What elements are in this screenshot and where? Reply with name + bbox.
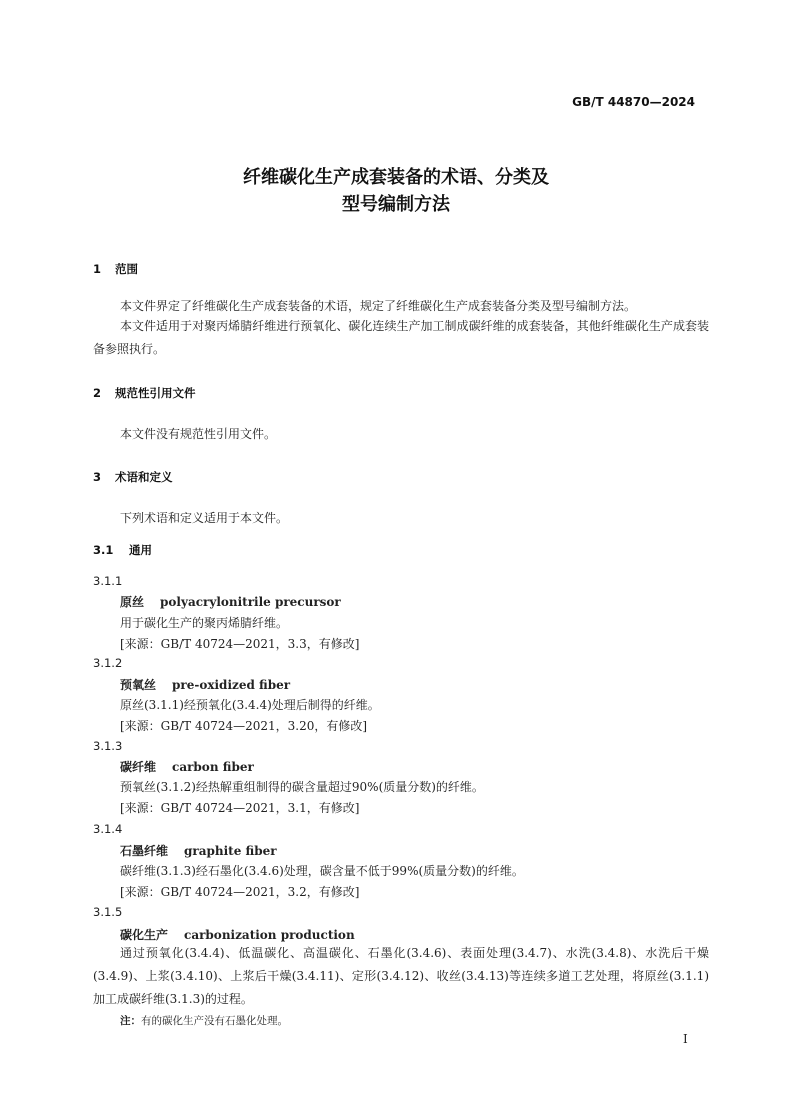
term-english: pre-oxidized fiber: [172, 678, 291, 692]
term-chinese: 预氧丝: [120, 678, 157, 692]
term-definition: 预氧丝(3.1.2)经热解重组制得的碳含量超过90%(质量分数)的纤维。: [120, 780, 484, 794]
subsection-title: 通用: [129, 543, 152, 557]
note-label: 注：: [120, 1015, 141, 1027]
term-entry: [120, 758, 254, 775]
term-english: polyacrylonitrile precursor: [160, 595, 341, 609]
section-title: 范围: [115, 262, 138, 276]
term-source: [来源：GB/T 40724—2021，3.1，有修改]: [120, 801, 360, 815]
scope-paragraph-1: 本文件界定了纤维碳化生产成套装备的术语，规定了纤维碳化生产成套装备分类及型号编制方法。: [120, 299, 637, 313]
term-chinese: 碳化生产: [120, 928, 169, 942]
terms-intro-paragraph: 下列术语和定义适用于本文件。: [120, 511, 289, 525]
section-title: 术语和定义: [115, 470, 173, 484]
term-entry: [120, 676, 290, 693]
term-source: [来源：GB/T 40724—2021，3.2，有修改]: [120, 885, 360, 899]
page-number: I: [683, 1032, 688, 1046]
document-title-line-2: 型号编制方法: [342, 194, 450, 215]
term-number: 3.1.4: [93, 822, 123, 836]
note: [120, 1013, 288, 1028]
term-chinese: 原丝: [120, 595, 145, 609]
section-3-heading: [93, 469, 173, 485]
term-definition: 用于碳化生产的聚丙烯腈纤维。: [120, 616, 289, 630]
note-text: 有的碳化生产没有石墨化处理。: [141, 1015, 288, 1027]
subsection-3-1-heading: [93, 542, 152, 558]
section-number: 1: [93, 262, 102, 276]
term-definition: 原丝(3.1.1)经预氧化(3.4.4)处理后制得的纤维。: [120, 698, 380, 712]
term-definition: 碳纤维(3.1.3)经石墨化(3.4.6)处理，碳含量不低于99%(质量分数)的纤维。: [120, 864, 524, 878]
term-chinese: 石墨纤维: [120, 844, 169, 858]
section-number: 3: [93, 470, 102, 484]
section-2-heading: [93, 385, 196, 401]
section-title: 规范性引用文件: [115, 386, 196, 400]
section-number: 2: [93, 386, 102, 400]
term-chinese: 碳纤维: [120, 760, 157, 774]
subsection-number: 3.1: [93, 543, 114, 557]
term-number: 3.1.5: [93, 905, 123, 919]
term-number: 3.1.2: [93, 656, 123, 670]
term-number: 3.1.1: [93, 574, 123, 588]
term-entry: [120, 926, 355, 943]
term-number: 3.1.3: [93, 739, 123, 753]
term-english: carbonization production: [184, 928, 355, 942]
scope-paragraph-2: 本文件适用于对聚丙烯腈纤维进行预氧化、碳化连续生产加工制成碳纤维的成套装备，其他纤维碳化生产成套装备参照执行。: [93, 319, 709, 356]
normative-references-paragraph: 本文件没有规范性引用文件。: [120, 427, 277, 441]
term-definition: 通过预氧化(3.4.4)、低温碳化、高温碳化、石墨化(3.4.6)、表面处理(3.4.7)、水洗(3.4.8)、水洗后干燥(3.4.9)、上浆(3.4.10)、上浆后干燥(3.4.11)、定形(3.4.12)、收丝(3.4.13)等连续多道工艺处理，将原丝(3.1.1)加工成碳纤维(3.1.3)的过程。: [93, 946, 709, 1006]
term-english: graphite fiber: [184, 844, 277, 858]
standard-number: GB/T 44870—2024: [572, 95, 695, 109]
term-source: [来源：GB/T 40724—2021，3.20，有修改]: [120, 719, 368, 733]
term-entry: [120, 593, 341, 610]
term-english: carbon fiber: [172, 760, 254, 774]
term-entry: [120, 842, 277, 859]
document-title-line-1: 纤维碳化生产成套装备的术语、分类及: [243, 167, 549, 188]
term-source: [来源：GB/T 40724—2021，3.3，有修改]: [120, 637, 360, 651]
section-1-heading: [93, 261, 138, 277]
